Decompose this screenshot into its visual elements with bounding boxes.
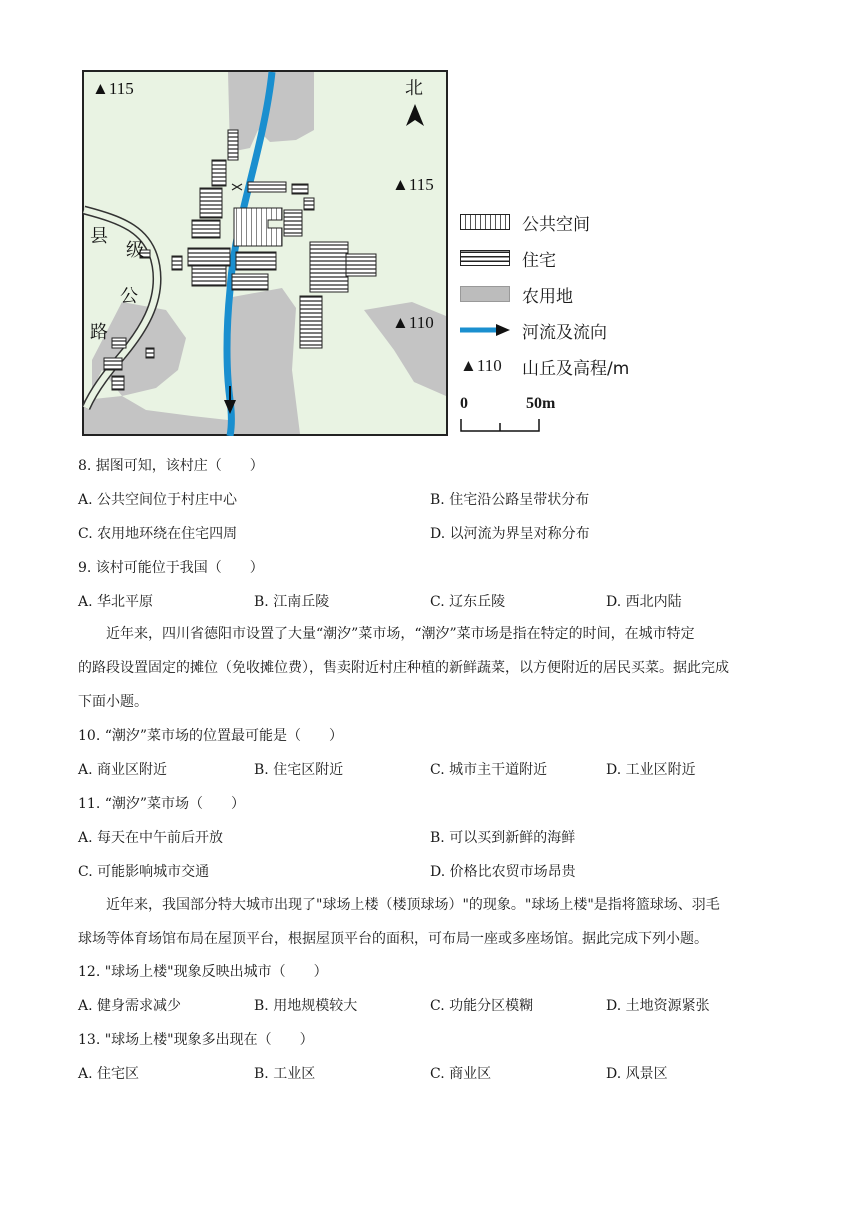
legend-item-public-space: 公共空间 <box>460 208 590 236</box>
q12-option-a: A. 健身需求减少 <box>78 998 182 1014</box>
hill-marker: ▲110 <box>460 356 502 375</box>
legend-item-residential: 住宅 <box>460 244 556 272</box>
legend-item-farmland: 农用地 <box>460 280 573 308</box>
question-12-stem: 12. "球场上楼"现象反映出城市（ ） <box>78 964 328 980</box>
scale-zero: 0 <box>460 395 468 412</box>
road-char-2: 级 <box>126 240 144 261</box>
road-char-3: 公 <box>120 286 138 307</box>
q10-option-a: A. 商业区附近 <box>78 762 168 778</box>
legend-item-hill: ▲110 山丘及高程/m <box>460 356 630 379</box>
north-label: 北 <box>405 78 423 99</box>
farmland-south-center <box>227 288 300 434</box>
q9-option-c: C. 辽东丘陵 <box>430 594 506 610</box>
scale-ruler <box>460 419 550 433</box>
question-8-stem: 8. 据图可知，该村庄（ ） <box>78 458 264 474</box>
scale-distance: 50m <box>526 395 556 412</box>
q12-option-d: D. 土地资源紧张 <box>606 998 710 1014</box>
question-11-stem: 11. “潮汐”菜市场（ ） <box>78 796 246 812</box>
q12-option-c: C. 功能分区模糊 <box>430 998 534 1014</box>
q9-option-a: A. 华北平原 <box>78 594 154 610</box>
river-arrow-icon <box>460 322 510 338</box>
question-9-stem: 9. 该村可能位于我国（ ） <box>78 560 264 576</box>
q13-option-a: A. 住宅区 <box>78 1066 140 1082</box>
road-char-4: 路 <box>90 322 108 343</box>
q13-option-b: B. 工业区 <box>254 1066 316 1082</box>
q11-option-b: B. 可以买到新鲜的海鲜 <box>430 830 576 846</box>
q10-option-d: D. 工业区附近 <box>606 762 696 778</box>
public-space-icon <box>460 214 510 230</box>
peak-label-se: ▲110 <box>392 313 434 332</box>
q13-option-d: D. 风景区 <box>606 1066 668 1082</box>
q8-option-d: D. 以河流为界呈对称分布 <box>430 526 590 542</box>
q12-option-b: B. 用地规模较大 <box>254 998 358 1014</box>
q11-option-c: C. 可能影响城市交通 <box>78 864 210 880</box>
village-map <box>82 70 448 436</box>
q11-option-d: D. 价格比农贸市场昂贵 <box>430 864 576 880</box>
peak-label-nw: ▲115 <box>92 79 134 98</box>
q9-option-b: B. 江南丘陵 <box>254 594 330 610</box>
road-char-1: 县 <box>90 226 108 247</box>
q8-option-a: A. 公共空间位于村庄中心 <box>78 492 238 508</box>
legend-item-river: 河流及流向 <box>460 316 607 344</box>
farmland-icon <box>460 286 510 302</box>
peak-label-e: ▲115 <box>392 175 434 194</box>
scale-bar <box>460 395 580 435</box>
q8-option-c: C. 农用地环绕在住宅四周 <box>78 526 238 542</box>
map-svg <box>82 70 448 436</box>
q13-option-c: C. 商业区 <box>430 1066 492 1082</box>
question-13-stem: 13. "球场上楼"现象多出现在（ ） <box>78 1032 314 1048</box>
q8-option-b: B. 住宅沿公路呈带状分布 <box>430 492 590 508</box>
residential-icon <box>460 250 510 266</box>
q10-option-b: B. 住宅区附近 <box>254 762 344 778</box>
question-10-stem: 10. “潮汐”菜市场的位置最可能是（ ） <box>78 728 344 744</box>
passage-2: 近年来，我国部分特大城市出现了"球场上楼（楼顶球场）"的现象。"球场上楼"是指将篮球场、羽毛 球场等体育场馆布局在屋顶平台，根据屋顶平台的面积，可布局一座或多座场馆。据此完成下列小题。 <box>78 897 720 947</box>
q11-option-a: A. 每天在中午前后开放 <box>78 830 224 846</box>
passage-1: 近年来，四川省德阳市设置了大量“潮汐”菜市场，“潮汐”菜市场是指在特定的时间，在城市特定 的路段设置固定的摊位（免收摊位费），售卖附近村庄种植的新鲜蔬菜，以方便附近的居民买菜。据此完成 下面小题。 <box>78 626 729 710</box>
q10-option-c: C. 城市主干道附近 <box>430 762 548 778</box>
q9-option-d: D. 西北内陆 <box>606 594 682 610</box>
